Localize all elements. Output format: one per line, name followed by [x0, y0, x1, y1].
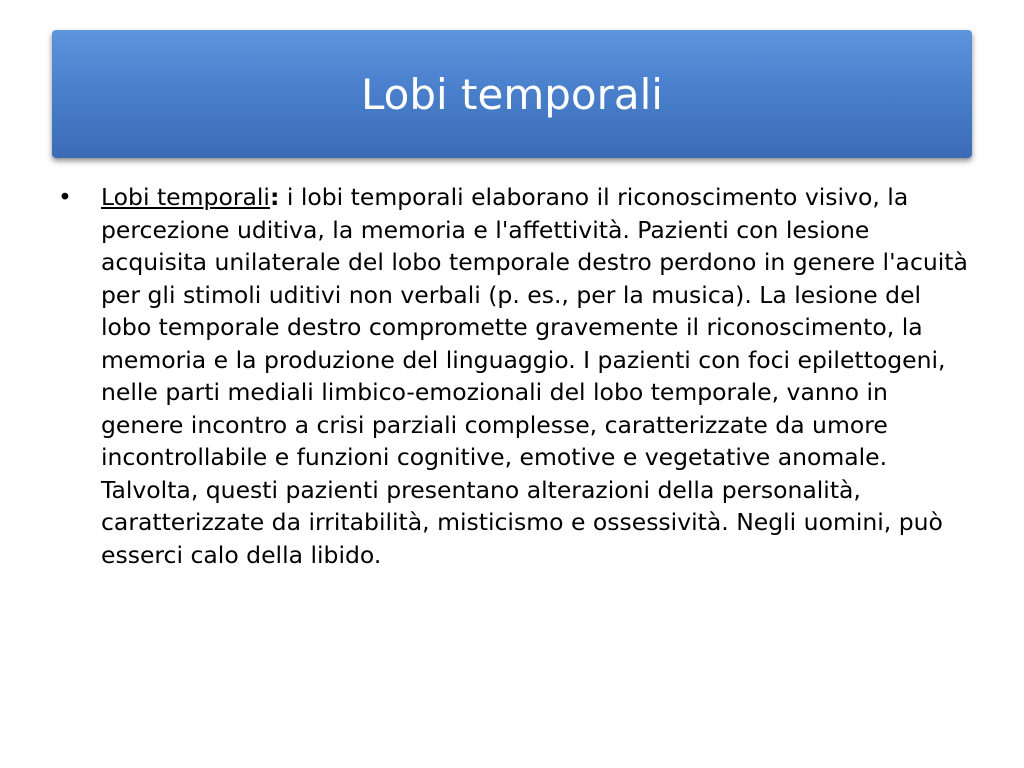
bullet-icon: • [58, 183, 72, 211]
bullet-text: i lobi temporali elaborano il riconoscimento visivo, la percezione uditiva, la memoria e l'affettività. Pazienti con lesione acquisita unilaterale del lobo temporale destro perdono in genere l'acuità per gli stimoli uditivi non verbali (p. es., per la musica). La lesione del lobo temporale destro compromette gravemente il riconoscimento, la memoria e la produzione del linguaggio. I pazienti con foci epilettogeni, nelle parti mediali limbico-emozionali del lobo temporale, vanno in genere incontro a crisi parziali complesse, caratterizzate da umore incontrollabile e funzioni cognitive, emotive e vegetative anomale. Talvolta, questi pazienti presentano alterazioni della personalità, caratterizzate da irritabilità, misticismo e ossessività. Negli uomini, può esserci calo della libido. [101, 183, 968, 569]
title-bar [52, 30, 972, 158]
slide-content [58, 181, 970, 571]
bullet-item [58, 181, 970, 571]
bullet-separator: : [269, 183, 280, 211]
bullet-term: Lobi temporali [101, 183, 270, 211]
slide-title: Lobi temporali [361, 69, 663, 119]
